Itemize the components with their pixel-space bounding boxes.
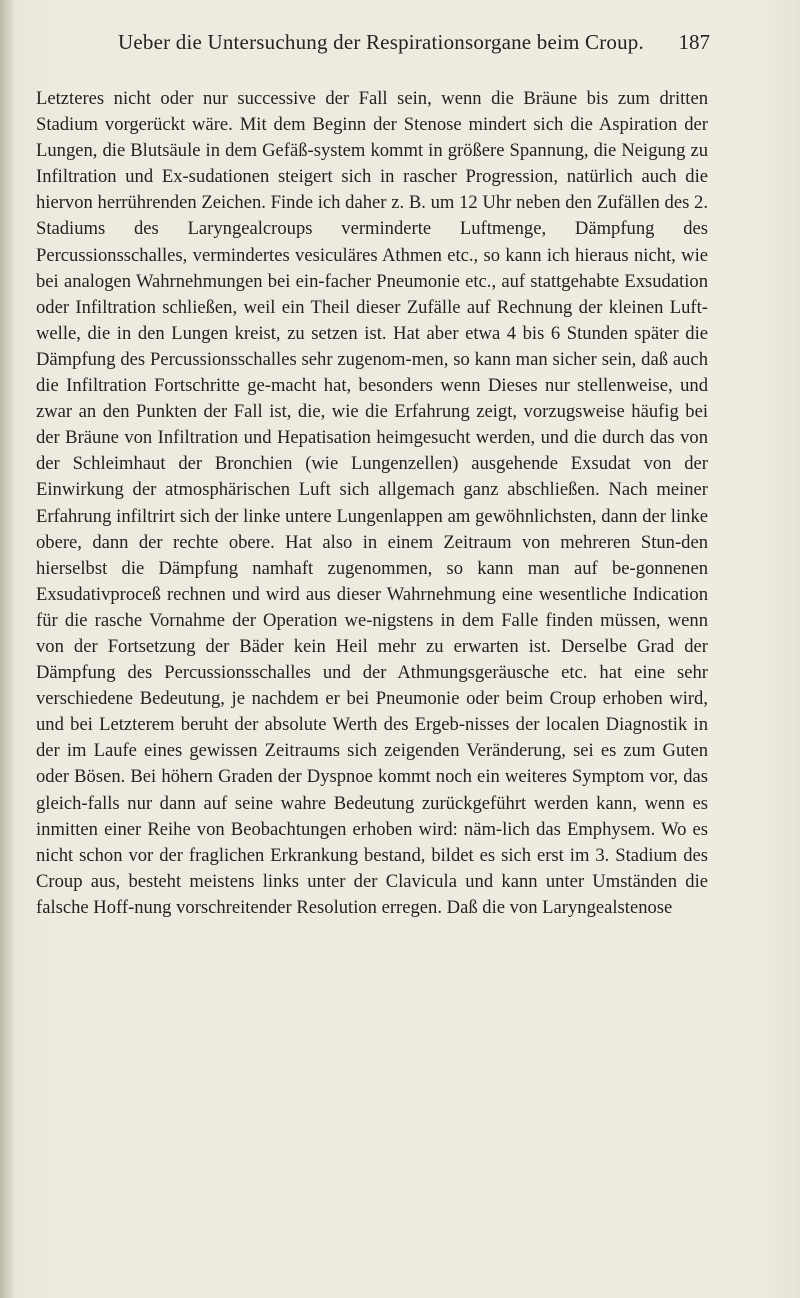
page-number: 187	[678, 30, 710, 54]
running-title: Ueber die Untersuchung der Respirationsorgane beim Croup.	[118, 30, 644, 54]
page-binding-edge	[0, 0, 14, 1298]
body-paragraph: Letzteres nicht oder nur successive der Fall sein, wenn die Bräune bis zum dritten Stadium vorgerückt wäre. Mit dem Beginn der Stenose mindert sich die Aspiration der Lungen, die Blutsäule in dem Gefäß-system kommt in größere Spannung, die Neigung zu Infiltration und Ex-sudationen steigert sich in rascher Progression, natürlich auch die hiervon herrührenden Zeichen. Finde ich daher z. B. um 12 Uhr neben den Zufällen des 2. Stadiums des Laryngealcroups verminderte Luftmenge, Dämpfung des Percussionsschalles, vermindertes vesiculäres Athmen etc., so kann ich hieraus nicht, wie bei analogen Wahrnehmungen bei ein-facher Pneumonie etc., auf stattgehabte Exsudation oder Infiltration schließen, weil ein Theil dieser Zufälle auf Rechnung der kleinen Luft-welle, die in den Lungen kreist, zu setzen ist. Hat aber etwa 4 bis 6 Stunden später die Dämpfung des Percussionsschalles sehr zugenom-men, so kann man sicher sein, daß auch die Infiltration Fortschritte ge-macht hat, besonders wenn Dieses nur stellenweise, und zwar an den Punkten der Fall ist, die, wie die Erfahrung zeigt, vorzugsweise häufig bei der Bräune von Infiltration und Hepatisation heimgesucht werden, und die durch das von der Schleimhaut der Bronchien (wie Lungenzellen) ausgehende Exsudat von der Einwirkung der atmosphärischen Luft sich allgemach ganz abschließen. Nach meiner Erfahrung infiltrirt sich der linke untere Lungenlappen am gewöhnlichsten, dann der linke obere, dann der rechte obere. Hat also in einem Zeitraum von mehreren Stun-den hierselbst die Dämpfung namhaft zugenommen, so kann man auf be-gonnenen Exsudativproceß rechnen und wird aus dieser Wahrnehmung eine wesentliche Indication für die rasche Vornahme der Operation we-nigstens in dem Falle finden müssen, wenn von der Fortsetzung der Bäder kein Heil mehr zu erwarten ist. Derselbe Grad der Dämpfung des Percussionsschalles und der Athmungsgeräusche etc. hat eine sehr verschiedene Bedeutung, je nachdem er bei Pneumonie oder beim Croup erhoben wird, und bei Letzterem beruht der absolute Werth des Ergeb-nisses der localen Diagnostik in der im Laufe eines gewissen Zeitraums sich zeigenden Veränderung, sei es zum Guten oder Bösen. Bei höhern Graden der Dyspnoe kommt noch ein weiteres Symptom vor, das gleich-falls nur dann auf seine wahre Bedeutung zurückgeführt werden kann, wenn es inmitten einer Reihe von Beobachtungen erhoben wird: näm-lich das Emphysem. Wo es nicht schon vor der fraglichen Erkrankung bestand, bildet es sich erst im 3. Stadium des Croup aus, besteht meistens links unter der Clavicula und kann unter Umständen die falsche Hoff-nung vorschreitender Resolution erregen. Daß die von Laryngealstenose	[36, 88, 708, 918]
page-header	[0, 30, 800, 60]
